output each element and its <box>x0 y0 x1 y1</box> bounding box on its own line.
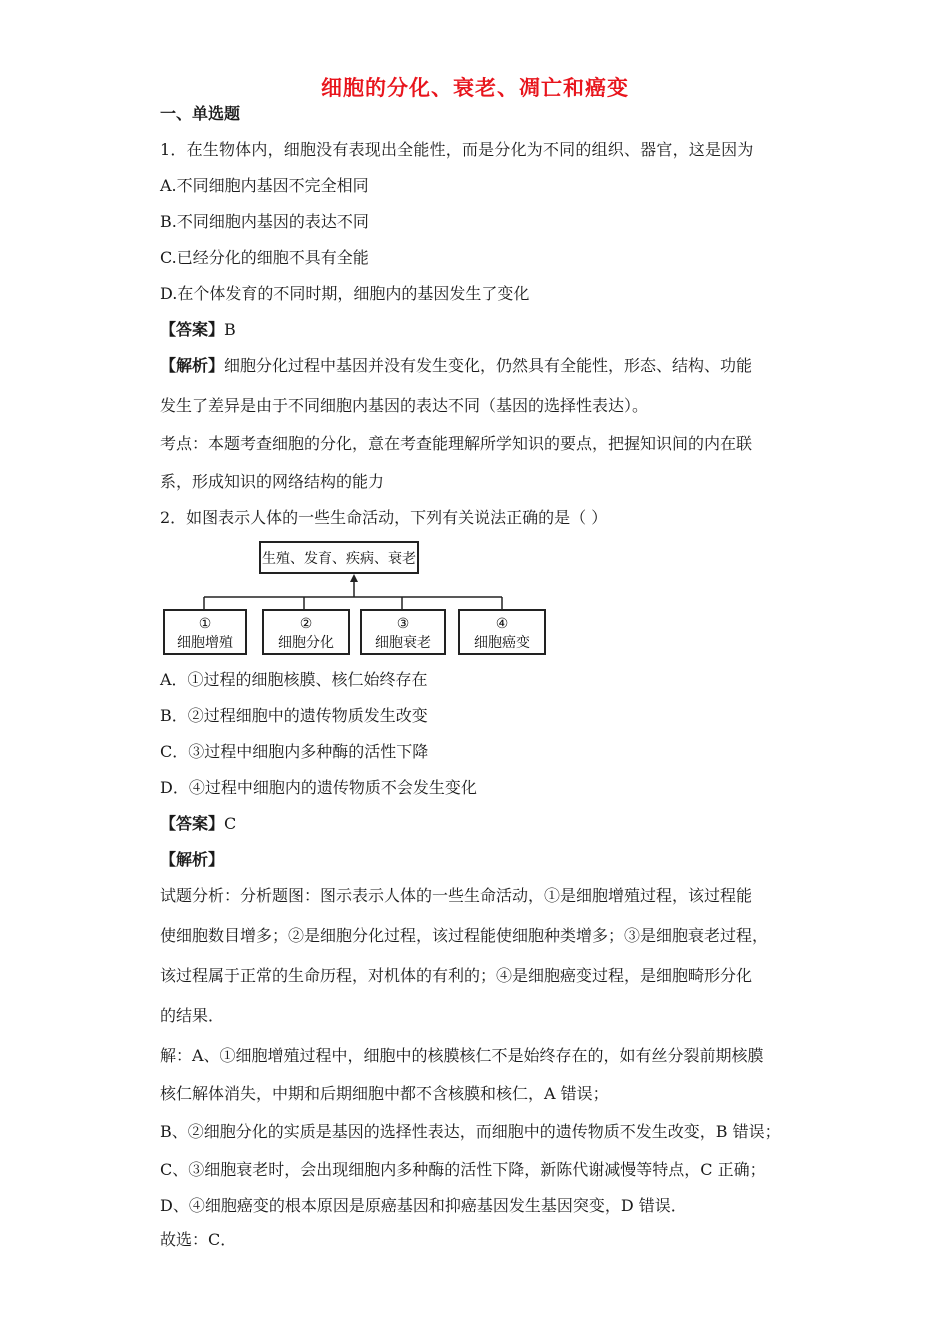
q2-option-a: A．①过程的细胞核膜、核仁始终存在 <box>160 670 428 689</box>
box-3-num: ③ <box>396 616 410 632</box>
q1-stem: 1．在生物体内，细胞没有表现出全能性，而是分化为不同的组织、器官，这是因为 <box>160 140 754 159</box>
q2-analysis-line-4: 的结果． <box>160 1006 225 1025</box>
q2-solution-line-3: B、②细胞分化的实质是基因的选择性表达，而细胞中的遗传物质不发生改变，B 错误； <box>160 1122 781 1141</box>
q1-analysis-line-1 <box>160 356 752 376</box>
box-2-num: ② <box>299 616 313 632</box>
analysis-tag: 【解析】 <box>160 356 225 375</box>
box-4-num: ④ <box>495 616 509 632</box>
answer-value: C <box>224 814 237 833</box>
q2-analysis-line-1: 试题分析：分析题图：图示表示人体的一些生命活动，①是细胞增殖过程，该过程能 <box>160 886 753 905</box>
q2-analysis-line-2: 使细胞数目增多；②是细胞分化过程，该过程能使细胞种类增多；③是细胞衰老过程， <box>160 926 769 945</box>
box-1-label: 细胞增殖 <box>177 635 233 651</box>
box-4-label: 细胞癌变 <box>474 635 530 651</box>
q2-option-c: C．③过程中细胞内多种酶的活性下降 <box>160 742 429 761</box>
q2-answer <box>160 814 236 834</box>
answer-tag: 【答案】 <box>160 814 225 833</box>
q2-final-choice: 故选：C． <box>160 1230 237 1249</box>
up-arrow-icon <box>350 574 358 582</box>
q1-answer <box>160 320 236 340</box>
q1-option-a: A.不同细胞内基因不完全相同 <box>160 176 369 195</box>
answer-value: B <box>224 320 236 339</box>
q1-analysis-line-2: 发生了差异是由于不同细胞内基因的表达不同（基因的选择性表达）。 <box>160 396 649 415</box>
analysis-text: 细胞分化过程中基因并没有发生变化，仍然具有全能性，形态、结构、功能 <box>224 356 753 375</box>
q1-option-b: B.不同细胞内基因的表达不同 <box>160 212 369 231</box>
q2-solution-line-5: D、④细胞癌变的根本原因是原癌基因和抑癌基因发生基因突变，D 错误． <box>160 1196 687 1215</box>
life-activity-diagram <box>162 540 547 658</box>
page-title: 细胞的分化、衰老、凋亡和癌变 <box>321 76 629 100</box>
q1-point-line-2: 系，形成知识的网络结构的能力 <box>160 472 385 491</box>
q2-analysis-line-3: 该过程属于正常的生命历程，对机体的有利的；④是细胞癌变过程，是细胞畸形分化 <box>160 966 753 985</box>
q2-solution-line-1: 解：A、①细胞增殖过程中，细胞中的核膜核仁不是始终存在的，如有丝分裂前期核膜 <box>160 1046 764 1065</box>
answer-tag: 【答案】 <box>160 320 225 339</box>
box-2-label: 细胞分化 <box>278 635 334 651</box>
q2-option-d: D．④过程中细胞内的遗传物质不会发生变化 <box>160 778 477 797</box>
top-box-label: 生殖、发育、疾病、衰老 <box>262 551 416 567</box>
section-heading: 一、单选题 <box>160 104 241 123</box>
q2-solution-line-2: 核仁解体消失，中期和后期细胞中都不含核膜和核仁，A 错误； <box>160 1084 609 1103</box>
q1-point-line-1: 考点：本题考查细胞的分化，意在考查能理解所学知识的要点，把握知识间的内在联 <box>160 434 753 453</box>
q2-analysis-tag: 【解析】 <box>160 850 225 869</box>
q2-solution-line-4: C、③细胞衰老时，会出现细胞内多种酶的活性下降，新陈代谢减慢等特点，C 正确； <box>160 1160 766 1179</box>
q2-option-b: B．②过程细胞中的遗传物质发生改变 <box>160 706 428 725</box>
q2-stem: 2．如图表示人体的一些生命活动，下列有关说法正确的是（ ） <box>160 508 608 527</box>
q1-option-c: C.已经分化的细胞不具有全能 <box>160 248 369 267</box>
box-1-num: ① <box>198 616 212 632</box>
box-3-label: 细胞衰老 <box>375 635 431 651</box>
q1-option-d: D.在个体发育的不同时期，细胞内的基因发生了变化 <box>160 284 530 303</box>
